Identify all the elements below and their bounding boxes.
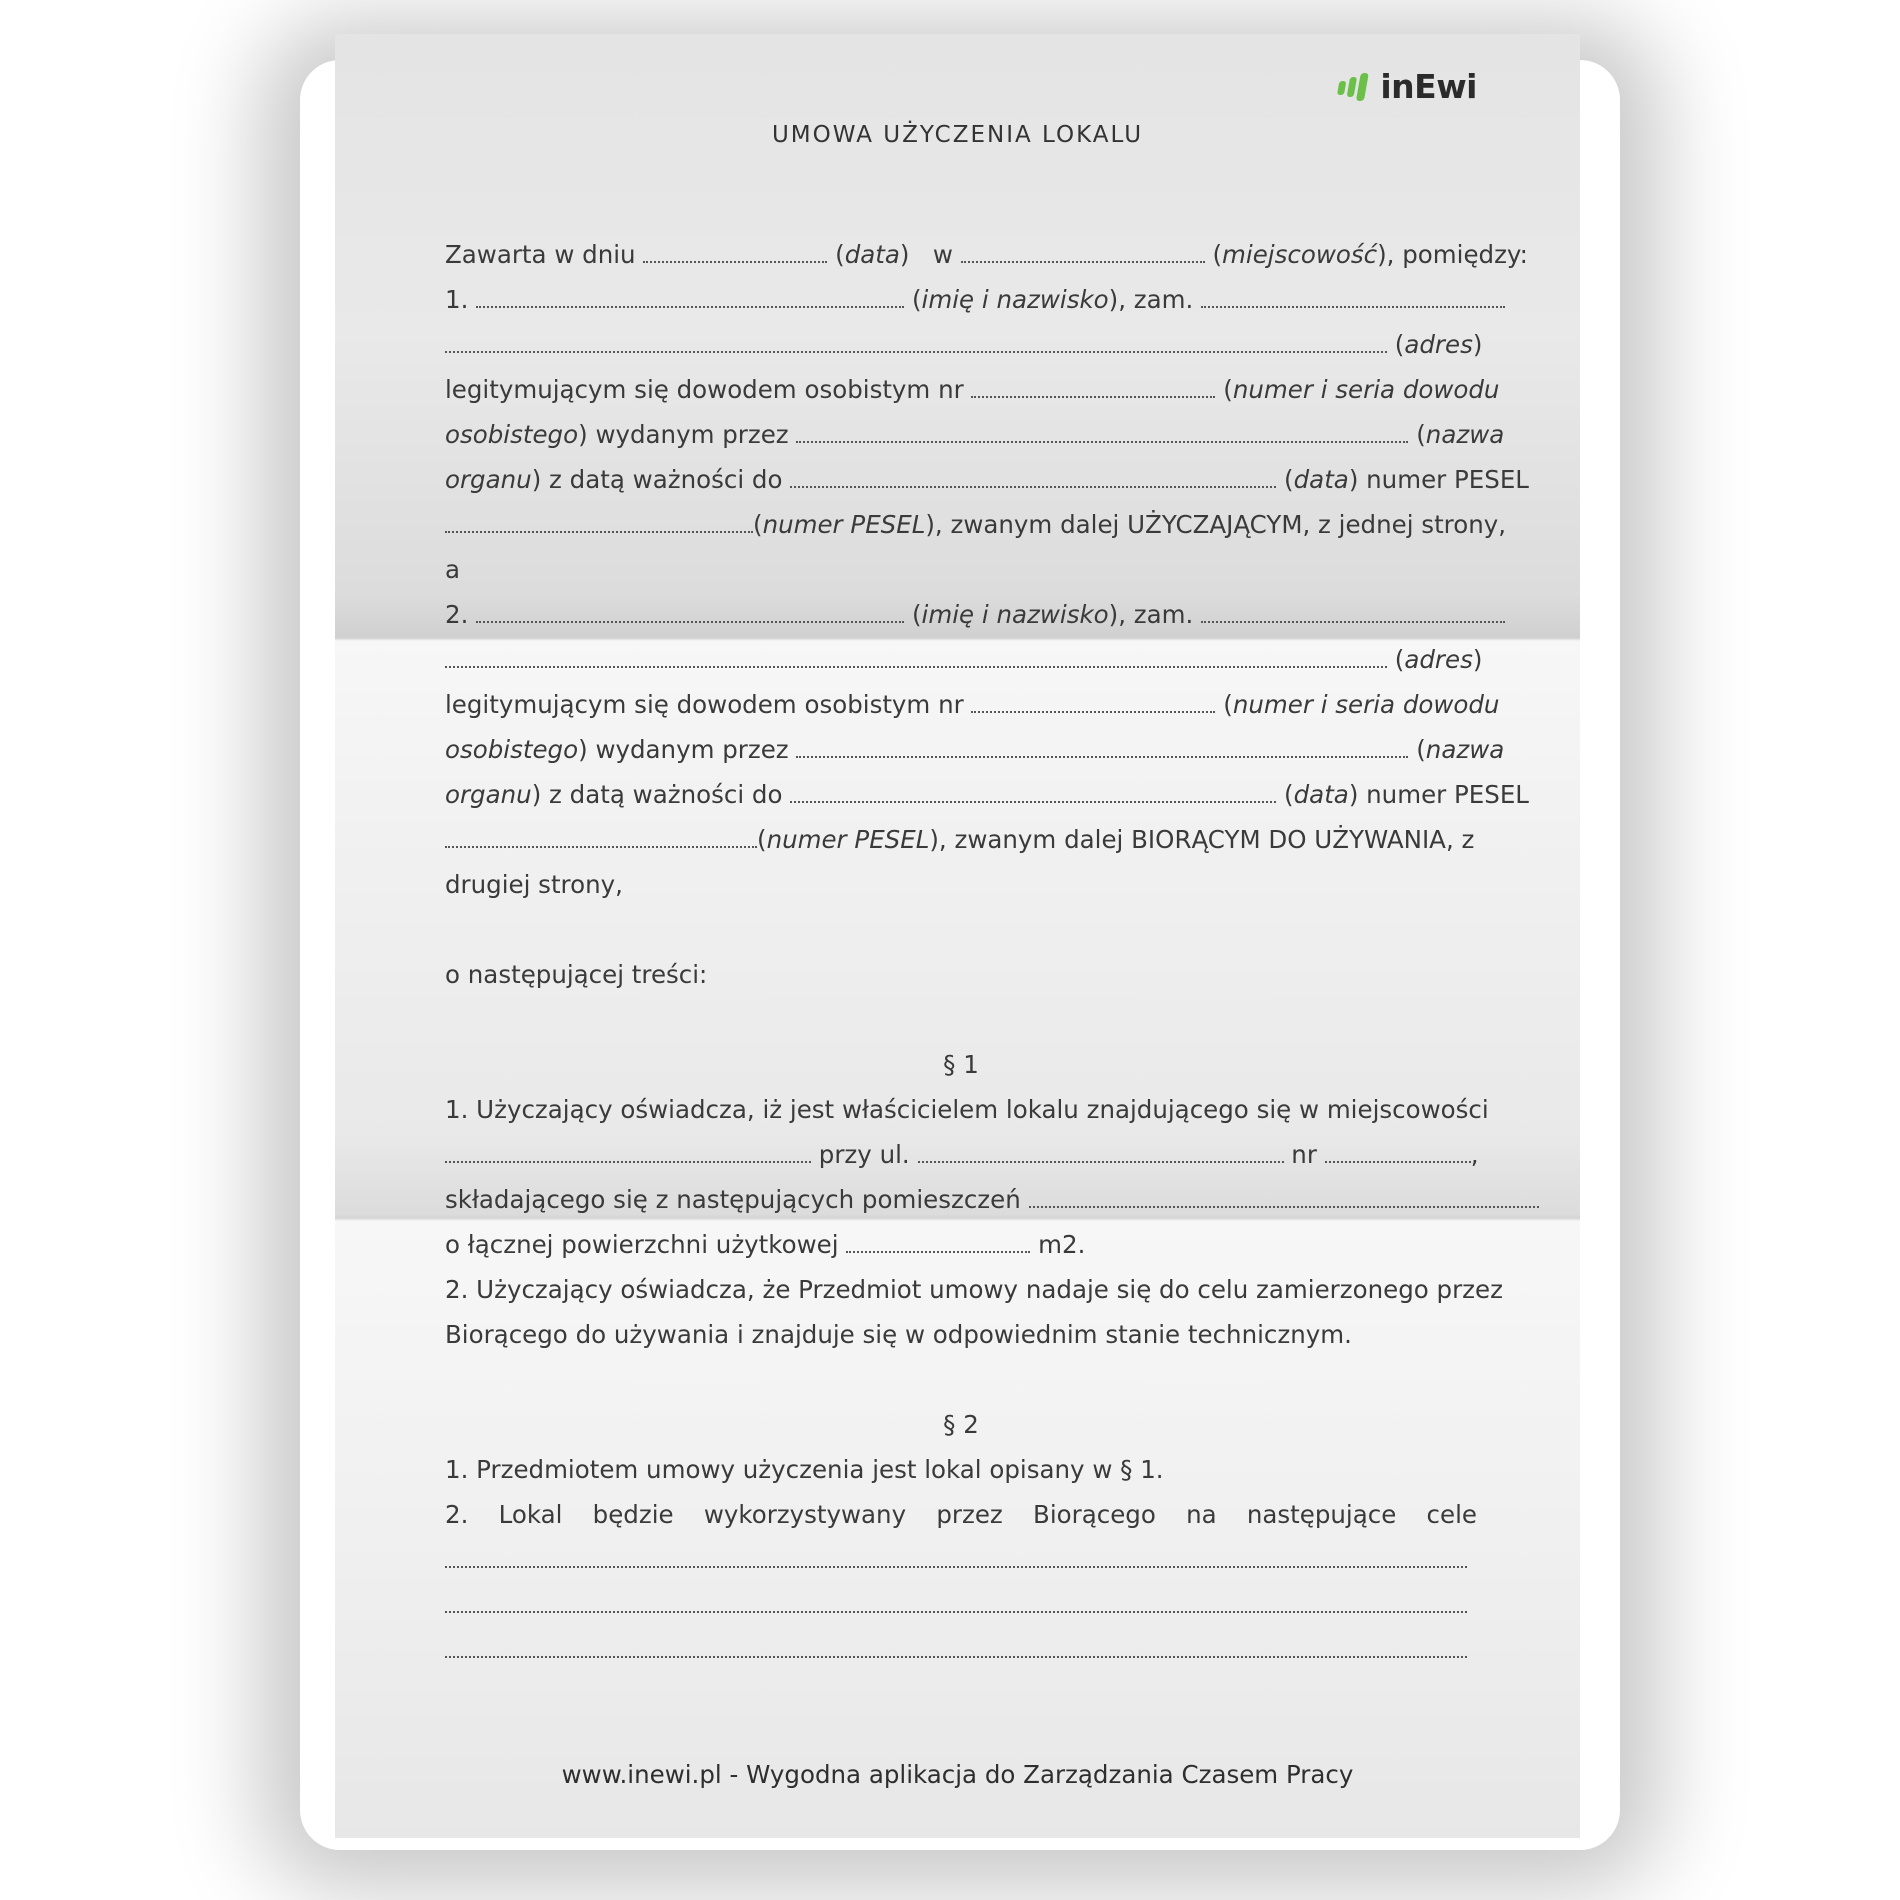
intro-w: w	[932, 240, 953, 269]
party2-number: 2.	[445, 600, 469, 629]
purpose-line-3	[445, 1627, 1477, 1672]
party1-pesel-label: ) numer PESEL	[1348, 465, 1529, 494]
party1-id-line: legitymującym się dowodem osobistym nr (numer i seria dowodu	[445, 375, 1500, 404]
intro-line: Zawarta w dniu (data) w (miejscowość), pomiędzy:	[445, 240, 1528, 269]
purpose-fill-3	[445, 1642, 1467, 1658]
party1-address-hint: adres	[1404, 330, 1473, 359]
section1-p1-line1	[445, 1087, 1489, 1132]
area-fill	[846, 1237, 1030, 1253]
section1-heading: § 1	[943, 1050, 979, 1079]
party2-organ-fill	[796, 742, 1408, 758]
party1-valid-line: organu) z datą ważności do (data) numer PESEL	[445, 465, 1529, 494]
party2-valid-fill	[790, 787, 1276, 803]
party1-address-fill	[445, 337, 1387, 353]
party2-role-cont: drugiej strony,	[445, 870, 623, 899]
party2-name-line: 2. (imię i nazwisko), zam.	[445, 592, 1477, 637]
party2-valid-text: ) z datą ważności do	[531, 780, 783, 809]
document-body	[445, 232, 1529, 1672]
and-text: a	[445, 555, 461, 584]
and-line	[445, 547, 1477, 592]
section1-p1-line4	[445, 1222, 1477, 1267]
place-fill	[961, 247, 1205, 263]
party1-organ-hint-cont: organu	[445, 465, 532, 494]
document-page	[335, 34, 1580, 1838]
street-fill	[918, 1147, 1284, 1163]
party2-date-hint: data	[1293, 780, 1349, 809]
party1-valid-fill	[790, 472, 1276, 488]
party1-role: ), zwanym dalej UŻYCZAJĄCYM, z jednej strony,	[925, 510, 1507, 539]
party1-organ-fill	[796, 427, 1408, 443]
party1-id-hint-cont: osobistego	[445, 420, 579, 449]
section1-p1-text: 1. Użyczający oświadcza, iż jest właścicielem lokalu znajdującego się w miejscowości	[445, 1095, 1489, 1124]
section1-p2-line1	[445, 1267, 1503, 1312]
party2-id-fill	[971, 697, 1215, 713]
street-label: przy ul.	[818, 1140, 910, 1169]
party2-name-hint: imię i nazwisko	[921, 600, 1109, 629]
party2-organ-hint-cont: organu	[445, 780, 532, 809]
section1-p2-line2	[445, 1312, 1477, 1357]
area-label: o łącznej powierzchni użytkowej	[445, 1230, 839, 1259]
party1-issued-by: ) wydanym przez	[578, 420, 789, 449]
intro-text: Zawarta w dniu	[445, 240, 636, 269]
party2-issued-by: ) wydanym przez	[578, 735, 789, 764]
section2-p2-text: 2. Lokal będzie wykorzystywany przez Biorącego na następujące cele	[445, 1500, 1477, 1529]
section2-p1	[445, 1447, 1477, 1492]
logo-text: inEwi	[1380, 67, 1477, 106]
party2-id-hint-cont: osobistego	[445, 735, 579, 764]
party2-zam-fill	[1201, 607, 1505, 623]
party1-date-hint: data	[1293, 465, 1349, 494]
party1-number: 1.	[445, 285, 469, 314]
intro-between: ), pomiędzy:	[1377, 240, 1528, 269]
logo-bars-icon	[1340, 72, 1374, 102]
document-title: UMOWA UŻYCZENIA LOKALU	[771, 122, 1144, 148]
party1-name-hint: imię i nazwisko	[921, 285, 1109, 314]
party2-pesel-hint: numer PESEL	[766, 825, 930, 854]
party2-name-fill	[476, 607, 904, 623]
content-intro-line	[445, 952, 1477, 997]
party2-pesel-fill	[445, 832, 757, 848]
party1-zam-fill	[1201, 292, 1505, 308]
logo	[1340, 67, 1477, 106]
party1-pesel-line: (numer PESEL), zwanym dalej UŻYCZAJĄCYM, z jednej strony,	[445, 502, 1477, 547]
party2-id-line: legitymującym się dowodem osobistym nr (numer i seria dowodu	[445, 690, 1500, 719]
rooms-label: składającego się z następujących pomieszczeń	[445, 1185, 1021, 1214]
section1-p1-line2: przy ul. nr ,	[445, 1132, 1477, 1177]
section2-p1-text: 1. Przedmiotem umowy użyczenia jest lokal opisany w § 1.	[445, 1455, 1164, 1484]
party1-name-line: 1. (imię i nazwisko), zam.	[445, 277, 1477, 322]
party2-address-hint: adres	[1404, 645, 1473, 674]
party2-valid-line: organu) z datą ważności do (data) numer PESEL	[445, 780, 1529, 809]
party2-zam: ), zam.	[1108, 600, 1194, 629]
place-hint: miejscowość	[1222, 240, 1378, 269]
party1-valid-text: ) z datą ważności do	[531, 465, 783, 494]
party1-address-line: (adres)	[445, 322, 1477, 367]
party1-pesel-fill	[445, 517, 753, 533]
area-unit: m2.	[1038, 1230, 1086, 1259]
section2-p2	[445, 1492, 1477, 1537]
number-label: nr	[1291, 1140, 1317, 1169]
purpose-fill-2	[445, 1597, 1467, 1613]
content-intro: o następującej treści:	[445, 960, 708, 989]
party1-id-hint: numer i seria dowodu	[1232, 375, 1500, 404]
party2-role-cont-line	[445, 862, 1477, 907]
party2-address-line: (adres)	[445, 637, 1477, 682]
party1-pesel-hint: numer PESEL	[762, 510, 926, 539]
footer-text: www.inewi.pl - Wygodna aplikacja do Zarządzania Czasem Pracy	[561, 1760, 1354, 1789]
party2-pesel-line: (numer PESEL), zwanym dalej BIORĄCYM DO UŻYWANIA, z	[445, 817, 1477, 862]
section2-heading: § 2	[943, 1410, 979, 1439]
party1-id-text: legitymującym się dowodem osobistym nr	[445, 375, 964, 404]
purpose-line-1	[445, 1537, 1477, 1582]
party2-id-hint: numer i seria dowodu	[1232, 690, 1500, 719]
date-fill	[643, 247, 827, 263]
number-fill	[1325, 1147, 1471, 1163]
rooms-fill	[1029, 1192, 1539, 1208]
party1-name-fill	[476, 292, 904, 308]
section1-p2-text: 2. Użyczający oświadcza, że Przedmiot umowy nadaje się do celu zamierzonego przez	[445, 1275, 1503, 1304]
party2-address-fill	[445, 652, 1387, 668]
party1-zam: ), zam.	[1108, 285, 1194, 314]
locality-fill	[445, 1147, 811, 1163]
party1-organ-hint: nazwa	[1425, 420, 1505, 449]
section1-p1-line3	[445, 1177, 1477, 1222]
party1-id-fill	[971, 382, 1215, 398]
party2-role: ), zwanym dalej BIORĄCYM DO UŻYWANIA, z	[929, 825, 1475, 854]
purpose-fill-1	[445, 1552, 1467, 1568]
section1-p2-text-cont: Biorącego do używania i znajduje się w odpowiednim stanie technicznym.	[445, 1320, 1352, 1349]
date-hint: data	[844, 240, 900, 269]
party2-organ-hint: nazwa	[1425, 735, 1505, 764]
party2-issued-line: osobistego) wydanym przez (nazwa	[445, 735, 1505, 764]
party2-pesel-label: ) numer PESEL	[1348, 780, 1529, 809]
party1-issued-line: osobistego) wydanym przez (nazwa	[445, 420, 1505, 449]
party2-id-text: legitymującym się dowodem osobistym nr	[445, 690, 964, 719]
purpose-line-2	[445, 1582, 1477, 1627]
